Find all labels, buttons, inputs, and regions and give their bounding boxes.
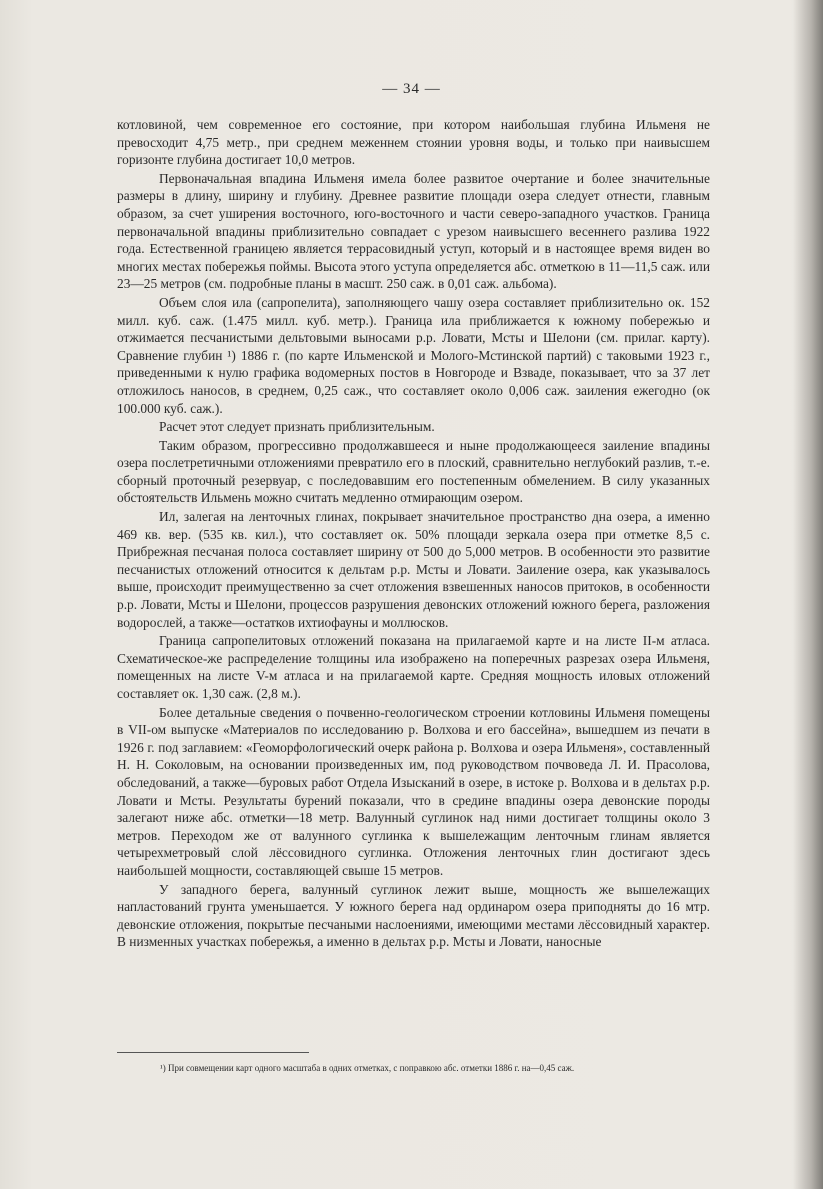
paragraph: Расчет этот следует признать приблизительным. [159,419,435,435]
body-text [117,116,710,951]
paragraph: Первоначальная впадина Ильменя имела более развитое очертание и более значительные размеры в длину, ширину и глубину. Древнее развитие площади озера следует отнести, главным образом, за счет уширения восточного, юго-восточного и части северо-западного участков. Граница первоначальной впадины приблизительно совпадает с урезом наивысшего весеннего разлива 1922 года. Естественной границею является террасовидный уступ, который и в настоящее время виден во многих местах побережья поймы. Высота этого уступа определяется абс. отметкою в 11—11,5 саж. или 23—25 метров (см. подробные планы в масшт. 250 саж. в 0,01 саж. альбома). [117,170,710,292]
page-edge-shadow [793,0,823,1189]
paragraph: Ил, залегая на ленточных глинах, покрывает значительное пространство дна озера, а именно 469 кв. вер. (535 кв. кил.), что составляет ок. 50% площади зеркала озера при отметке 8,5 с. Прибрежная песчаная полоса составляет ширину от 500 до 5,000 метров. В особенности это развитие песчанистых отложений относится к дельтам р.р. Мсты и Ловати. Заиление озера, как указывалось выше, происходит преимущественно за счет отложения взвешенных наносов притоков, в особенности р.р. Ловати, Мсты и Шелони, процессов разрушения девонских отложений южного берега, разложения водорослей, а также—остатков ихтиофауны и моллюсков. [117,509,710,630]
paragraph: У западного берега, валунный суглинок лежит выше, мощность же вышележащих напластований грунта уменьшается. У южного берега над ординаром озера приподняты до 16 мтр. девонские отложения, покрытые песчаными наслоениями, имеющими местами лёссовидный характер. В низменных участках побережья, а именно в дельтах р.р. Мсты и Ловати, наносные [117,881,710,950]
footnote: ¹) При совмещении карт одного масштаба в одних отметках, с поправкою абс. отметки 1886 г. на—0,45 саж. [160,1063,575,1073]
page-number: — 34 — [382,81,441,97]
paragraph: Объем слоя ила (сапропелита), заполняющего чашу озера составляет приблизительно ок. 152 милл. куб. саж. (1.475 милл. куб. метр.). Граница ила приближается к южному побережью и отжимается песчанистыми дельтовыми выносами р.р. Ловати, Мсты и Шелони (см. прилаг. карту). Сравнение глубин ¹) 1886 г. (по карте Ильменской и Молого-Мстинской партий) с таковыми 1923 г., приведенными к нулю графика водомерных постов в Новгороде и Взваде, показывает, что за 37 лет отложилось наносов, в среднем, 0,25 саж., что составляет около 0,006 саж. заиления ежегодно (ок 100.000 куб. саж.). [117,294,710,416]
paragraph: котловиной, чем современное его состояние, при котором наибольшая глубина Ильменя не превосходит 4,75 метр., при среднем меженнем стоянии уровня воды, и только при наивысшем горизонте глубина достигает 10,0 метров. [117,117,710,168]
paragraph: Граница сапропелитовых отложений показана на прилагаемой карте и на листе II-м атласа. Схематическое-же распределение толщины ила изображено на поперечных разрезах озера Ильменя, помещенных на листе V-м атласа и на прилагаемой карте. Средняя мощность иловых отложений составляет ок. 1,30 саж. (2,8 м.). [117,633,710,701]
paragraph: Более детальные сведения о почвенно-геологическом строении котловины Ильменя помещены в VII-ом выпуске «Материалов по исследованию р. Волхова и его бассейна», вышедшем из печати в 1926 г. под заглавием: «Геоморфологический очерк района р. Волхова и озера Ильменя», составленный Н. Н. Соколовым, на основании произведенных им, под руководством почвоведа Л. И. Прасолова, обследований, а также—буровых работ Отдела Изысканий в озере, в истоке р. Волхова и в дельтах р.р. Ловати и Мсты. Результаты бурений показали, что в средине впадины озера девонские породы залегают ниже абс. отметки—18 метр. Валунный суглинок над ними достигает толщины около 3 метров. Переходом же от валунного суглинка к вышележащим ленточным глинам является четырехметровый слой лёссовидного суглинка. Отложения ленточных глин достигают здесь наибольшей мощности, составляющей свыше 15 метров. [117,704,710,878]
paragraph: Таким образом, прогрессивно продолжавшееся и ныне продолжающееся заиление впадины озера послетретичными отложениями превратило его в плоский, сравнительно неглубокий разлив, т.-е. сборный проточный резервуар, с последовавшим его постепенным обмелением. В силу указанных обстоятельств Ильмень можно считать медленно отмирающим озером. [117,437,710,506]
footnote-divider [117,1052,309,1053]
